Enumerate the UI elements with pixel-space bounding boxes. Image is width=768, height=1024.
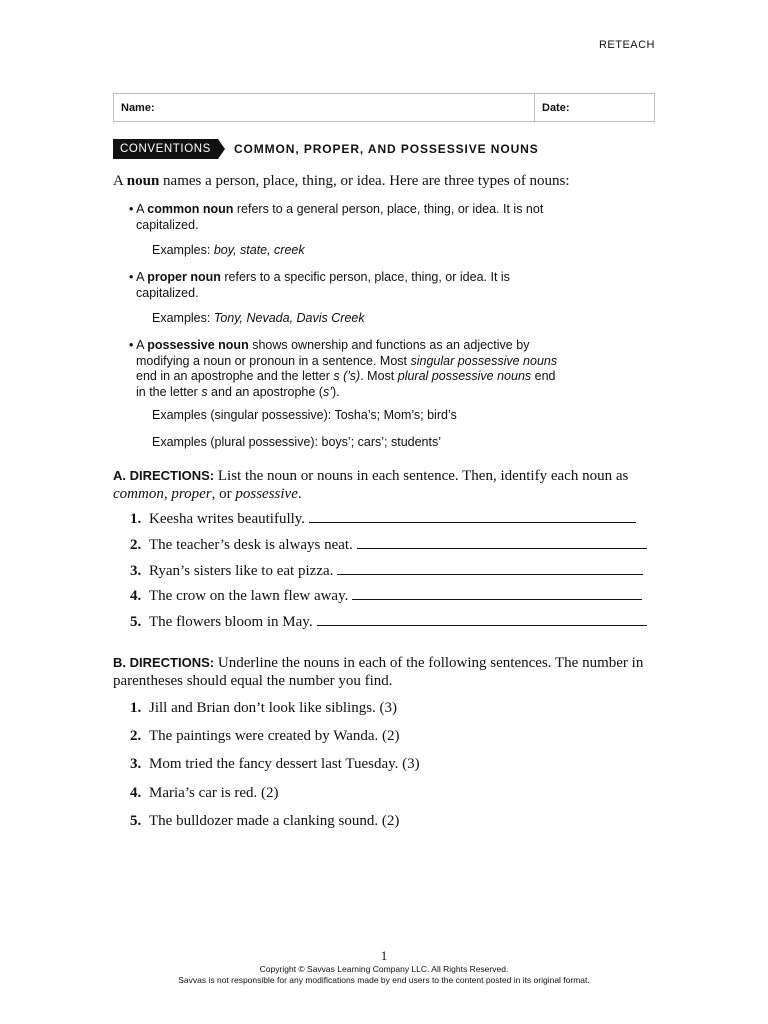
answer-line[interactable]: [317, 613, 647, 626]
name-date-box: [113, 93, 655, 122]
section-title: COMMON, PROPER, AND POSSESSIVE NOUNS: [233, 142, 539, 156]
item-b-2: 2. The paintings were created by Wanda. (2): [130, 728, 400, 744]
name-field[interactable]: Name:: [114, 94, 535, 121]
item-a-5: 5. The flowers bloom in May.: [130, 613, 647, 631]
section-heading: [113, 139, 539, 159]
copyright: Copyright © Savvas Learning Company LLC. All Rights Reserved.: [259, 964, 509, 974]
possessive-noun-bullet: • A possessive noun shows ownership and functions as an adjective by modifying a noun or pronoun in a sentence. Most singular possessive nouns end in an apostrophe and the letter s (’s). Most plural possessive nouns end in the letter s and an apostrophe (s’).: [129, 338, 558, 399]
directions-b: B. DIRECTIONS: Underline the nouns in each of the following sentences. The number in parentheses should equal the number you find.: [113, 655, 644, 689]
intro-text: A noun names a person, place, thing, or idea. Here are three types of nouns:: [113, 173, 570, 189]
conventions-tag: CONVENTIONS: [113, 139, 218, 159]
directions-a: A. DIRECTIONS: List the noun or nouns in each sentence. Then, identify each noun as common, proper, or possessive.: [113, 468, 629, 502]
date-field[interactable]: Date:: [542, 102, 570, 114]
proper-noun-examples: Examples: Tony, Nevada, Davis Creek: [152, 311, 365, 325]
answer-line[interactable]: [309, 510, 636, 523]
item-b-1: 1. Jill and Brian don’t look like siblings. (3): [130, 700, 398, 716]
item-a-2: 2. The teacher’s desk is always neat.: [130, 536, 647, 554]
answer-line[interactable]: [357, 536, 647, 549]
answer-line[interactable]: [337, 562, 643, 575]
common-noun-bullet: • A common noun refers to a general person, place, thing, or idea. It is not capitalized.: [129, 202, 544, 232]
proper-noun-bullet: • A proper noun refers to a specific person, place, thing, or idea. It is capitalized.: [129, 270, 510, 300]
item-a-3: 3. Ryan’s sisters like to eat pizza.: [130, 562, 643, 580]
reteach-label: RETEACH: [598, 39, 655, 51]
item-b-4: 4. Maria’s car is red. (2): [130, 785, 279, 801]
answer-line[interactable]: [352, 587, 642, 600]
singular-possessive-examples: Examples (singular possessive): Tosha’s; Mom’s; bird’s: [152, 408, 457, 422]
common-noun-examples: Examples: boy, state, creek: [152, 243, 305, 257]
item-a-4: 4. The crow on the lawn flew away.: [130, 587, 642, 605]
item-a-1: 1. Keesha writes beautifully.: [130, 510, 636, 528]
item-b-5: 5. The bulldozer made a clanking sound. (2): [130, 813, 400, 829]
item-b-3: 3. Mom tried the fancy dessert last Tuesday. (3): [130, 756, 420, 772]
disclaimer: Savvas is not responsible for any modifications made by end users to the content posted in its original format.: [178, 975, 590, 985]
page-number: 1: [380, 948, 388, 963]
plural-possessive-examples: Examples (plural possessive): boys’; cars’; students’: [152, 435, 442, 449]
